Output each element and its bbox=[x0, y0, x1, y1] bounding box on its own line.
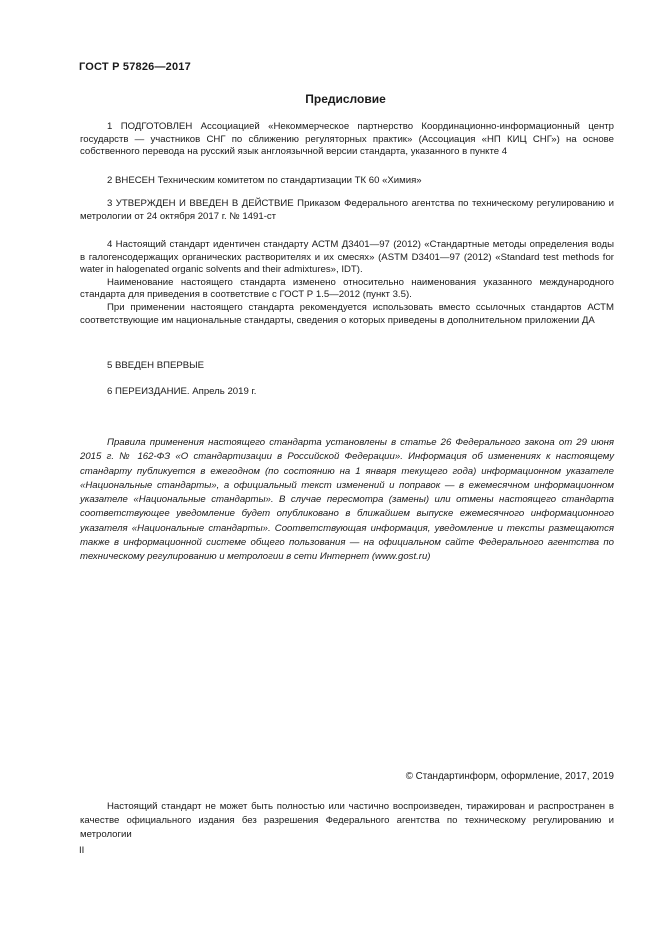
page-number: II bbox=[79, 845, 85, 856]
preface-item-3 bbox=[80, 198, 614, 223]
preface-item-5-text: 5 ВВЕДЕН ВПЕРВЫЕ bbox=[107, 360, 205, 371]
page-title: Предисловие bbox=[305, 92, 386, 106]
rules-of-application-text: Правила применения настоящего стандарта установлены в статье 26 Федерального закона от 29 июня 2015 г. № 162-ФЗ «О стандартизации в Российской Федерации». Информация об изменениях к настоящему стандарту публикуется в ежегодном (по состоянию на 1 января текущего года) информационном указателе «Национальные стандарты», а официальный текст изменений и поправок — в ежемесячном информационном указателе «Национальные стандарты». В случае пересмотра (замены) или отмены настоящего стандарта соответствующее уведомление будет опубликовано в ближайшем выпуске ежемесячного информационного указателя «Национальные стандарты». Соответствующая информация, уведомление и тексты размещаются также в информационной системе общего пользования — на официальном сайте Федерального агентства по техническому регулированию и метрологии в сети Интернет (www.gost.ru) bbox=[80, 437, 614, 563]
copyright-line: © Стандартинформ, оформление, 2017, 2019 bbox=[405, 771, 614, 782]
preface-item-6-text: 6 ПЕРЕИЗДАНИЕ. Апрель 2019 г. bbox=[107, 386, 257, 397]
preface-item-5 bbox=[80, 360, 614, 373]
preface-item-2 bbox=[80, 175, 614, 188]
preface-item-4-rename-note: Наименование настоящего стандарта изменено относительно наименования указанного международного стандарта для приведения в соответствие с ГОСТ Р 1.5—2012 (пункт 3.5). bbox=[80, 276, 614, 301]
preface-item-1-text: 1 ПОДГОТОВЛЕН Ассоциацией «Некоммерческое партнерство Координационно-информационный центр государств — участников СНГ по сближению регуляторных практик» (Ассоциация «НП КИЦ СНГ») на основе собственного перевода на русский язык англоязычной версии стандарта, указанного в пункте 4 bbox=[80, 121, 614, 158]
preface-item-6 bbox=[80, 386, 614, 399]
reproduction-notice-text: Настоящий стандарт не может быть полностью или частично воспроизведен, тиражирован и распространен в качестве официального издания без разрешения Федерального агентства по техническому регулированию и метрологии bbox=[80, 801, 614, 840]
preface-item-1 bbox=[80, 121, 614, 159]
preface-item-4 bbox=[80, 239, 614, 327]
preface-item-3-text: 3 УТВЕРЖДЕН И ВВЕДЕН В ДЕЙСТВИЕ Приказом Федерального агентства по техническому регулированию и метрологии от 24 октября 2017 г. № 1491-ст bbox=[80, 198, 614, 222]
document-code: ГОСТ Р 57826—2017 bbox=[79, 61, 191, 73]
preface-item-2-text: 2 ВНЕСЕН Техническим комитетом по стандартизации ТК 60 «Химия» bbox=[107, 175, 422, 186]
preface-item-4-astm-note: При применении настоящего стандарта рекомендуется использовать вместо ссылочных стандартов АСТМ соответствующие им национальные стандарты, сведения о которых приведены в дополнительном приложении ДА bbox=[80, 301, 614, 326]
reproduction-notice bbox=[80, 800, 614, 842]
preface-item-4-text: 4 Настоящий стандарт идентичен стандарту АСТМ Д3401—97 (2012) «Стандартные методы определения воды в галогенсодержащих органических растворителях и их смесях» (ASTM D3401—97 (2012) «Standard test methods for water in halogenated organic solvents and their admixtures», IDT). bbox=[80, 239, 614, 276]
rules-of-application bbox=[80, 436, 614, 565]
